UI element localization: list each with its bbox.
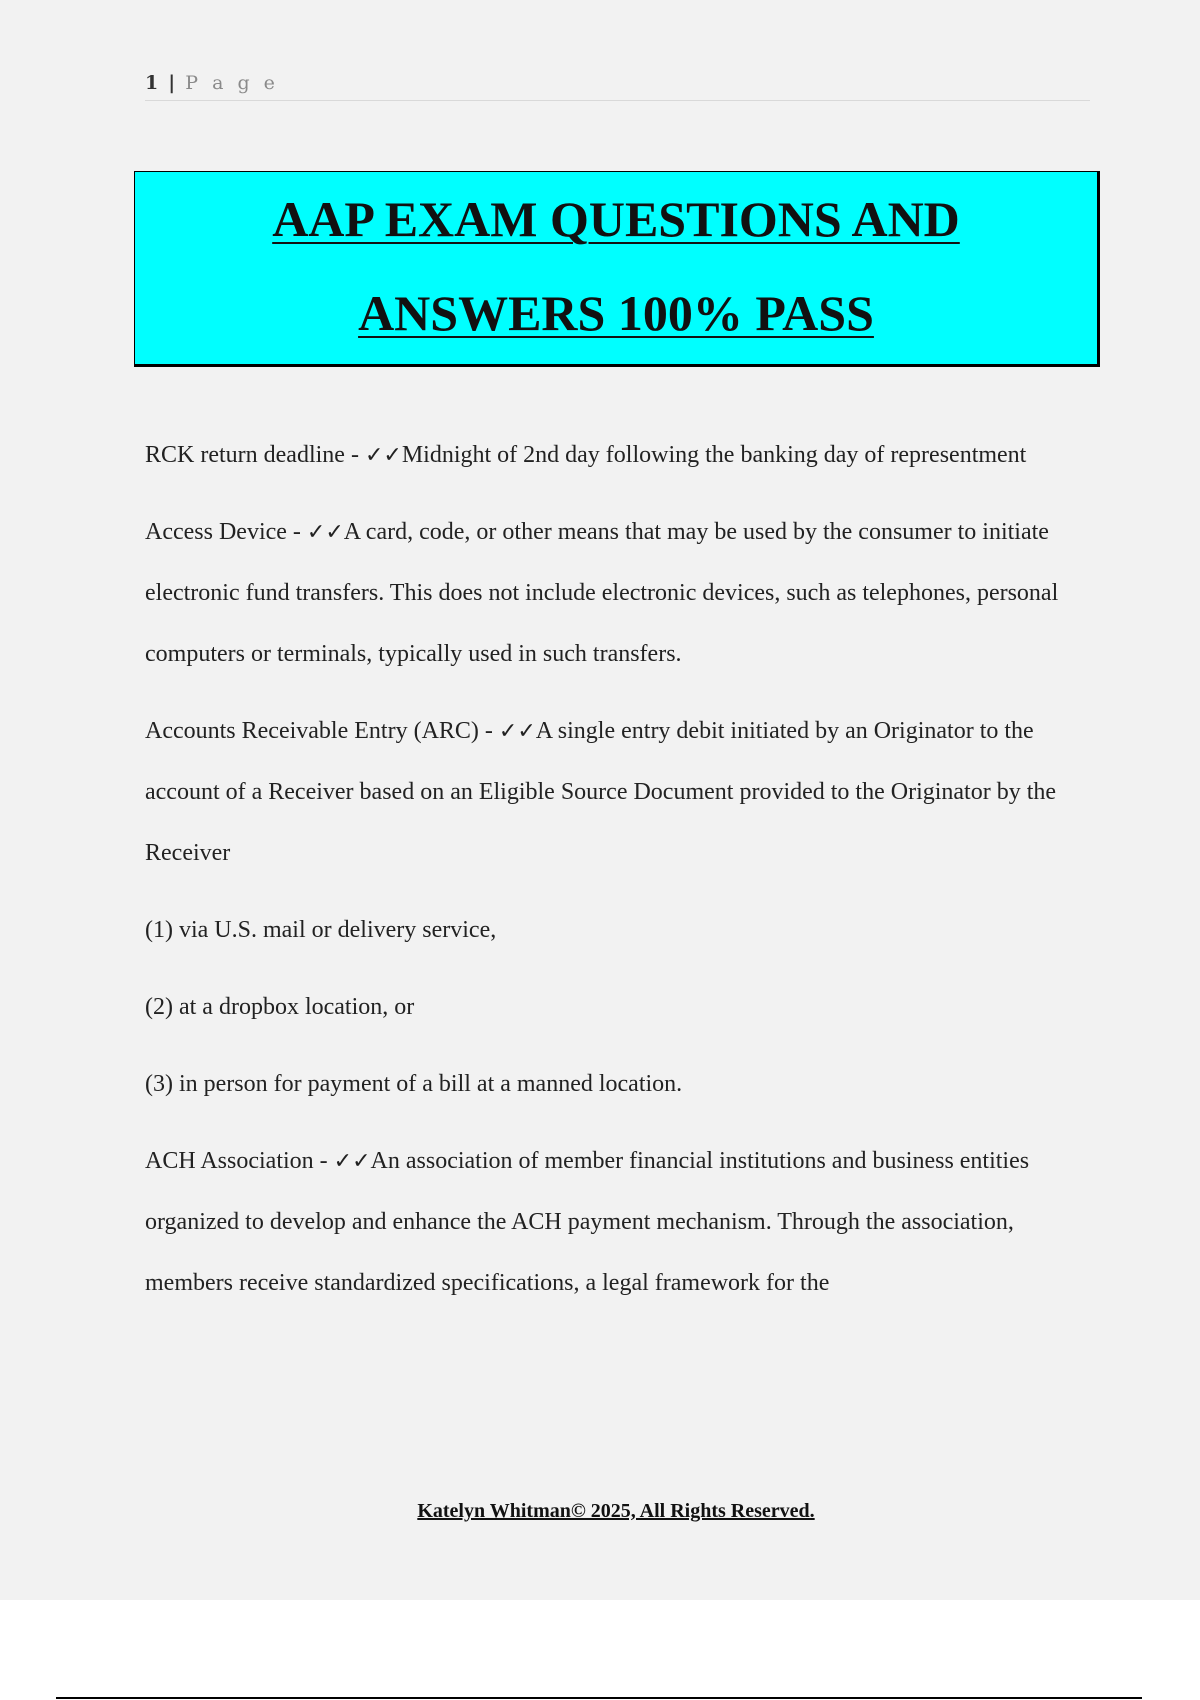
page-header [145, 72, 1090, 101]
entry-definition: A card, code, or other means that may be used by the consumer to initiate electronic fund transfers. This does not include electronic devices, such as telephones, personal computers or terminals, typically used in such transfers. [145, 519, 1059, 667]
double-check-icon: ✓✓ [333, 1149, 371, 1174]
entry-term: RCK return deadline - [145, 442, 365, 468]
qa-entry [145, 425, 1095, 486]
list-item: (1) via U.S. mail or delivery service, [145, 917, 497, 943]
list-item: (2) at a dropbox location, or [145, 994, 415, 1020]
double-check-icon: ✓✓ [364, 443, 402, 468]
copyright-footer: Katelyn Whitman© 2025, All Rights Reserved. [417, 1500, 815, 1522]
qa-entry [145, 701, 1095, 884]
document-body [145, 425, 1095, 1330]
double-check-icon: ✓✓ [498, 719, 536, 744]
page-number: 1 [145, 72, 159, 94]
list-item: (3) in person for payment of a bill at a manned location. [145, 1071, 683, 1097]
title-banner [134, 171, 1100, 367]
divider [56, 1697, 1142, 1699]
page-label: P a g e [185, 72, 279, 94]
entry-term: ACH Association - [145, 1148, 334, 1174]
entry-definition: A single entry debit initiated by an Originator to the account of a Receiver based on an Eligible Source Document provided to the Originator by the Receiver [145, 718, 1057, 866]
title-line-2: ANSWERS 100% PASS [358, 285, 874, 341]
title-line-1: AAP EXAM QUESTIONS AND [272, 191, 960, 247]
page-separator: | [168, 72, 176, 94]
entry-term: Access Device - [145, 519, 307, 545]
entry-definition: Midnight of 2nd day following the banking day of representment [401, 442, 1027, 468]
entry-definition: An association of member financial institutions and business entities organized to develop and enhance the ACH payment mechanism. Through the association, members receive standardized specifications, a legal framework for the [145, 1148, 1030, 1296]
qa-entry [145, 1131, 1095, 1314]
double-check-icon: ✓✓ [306, 520, 344, 545]
entry-term: Accounts Receivable Entry (ARC) - [145, 718, 499, 744]
qa-entry [145, 502, 1095, 685]
